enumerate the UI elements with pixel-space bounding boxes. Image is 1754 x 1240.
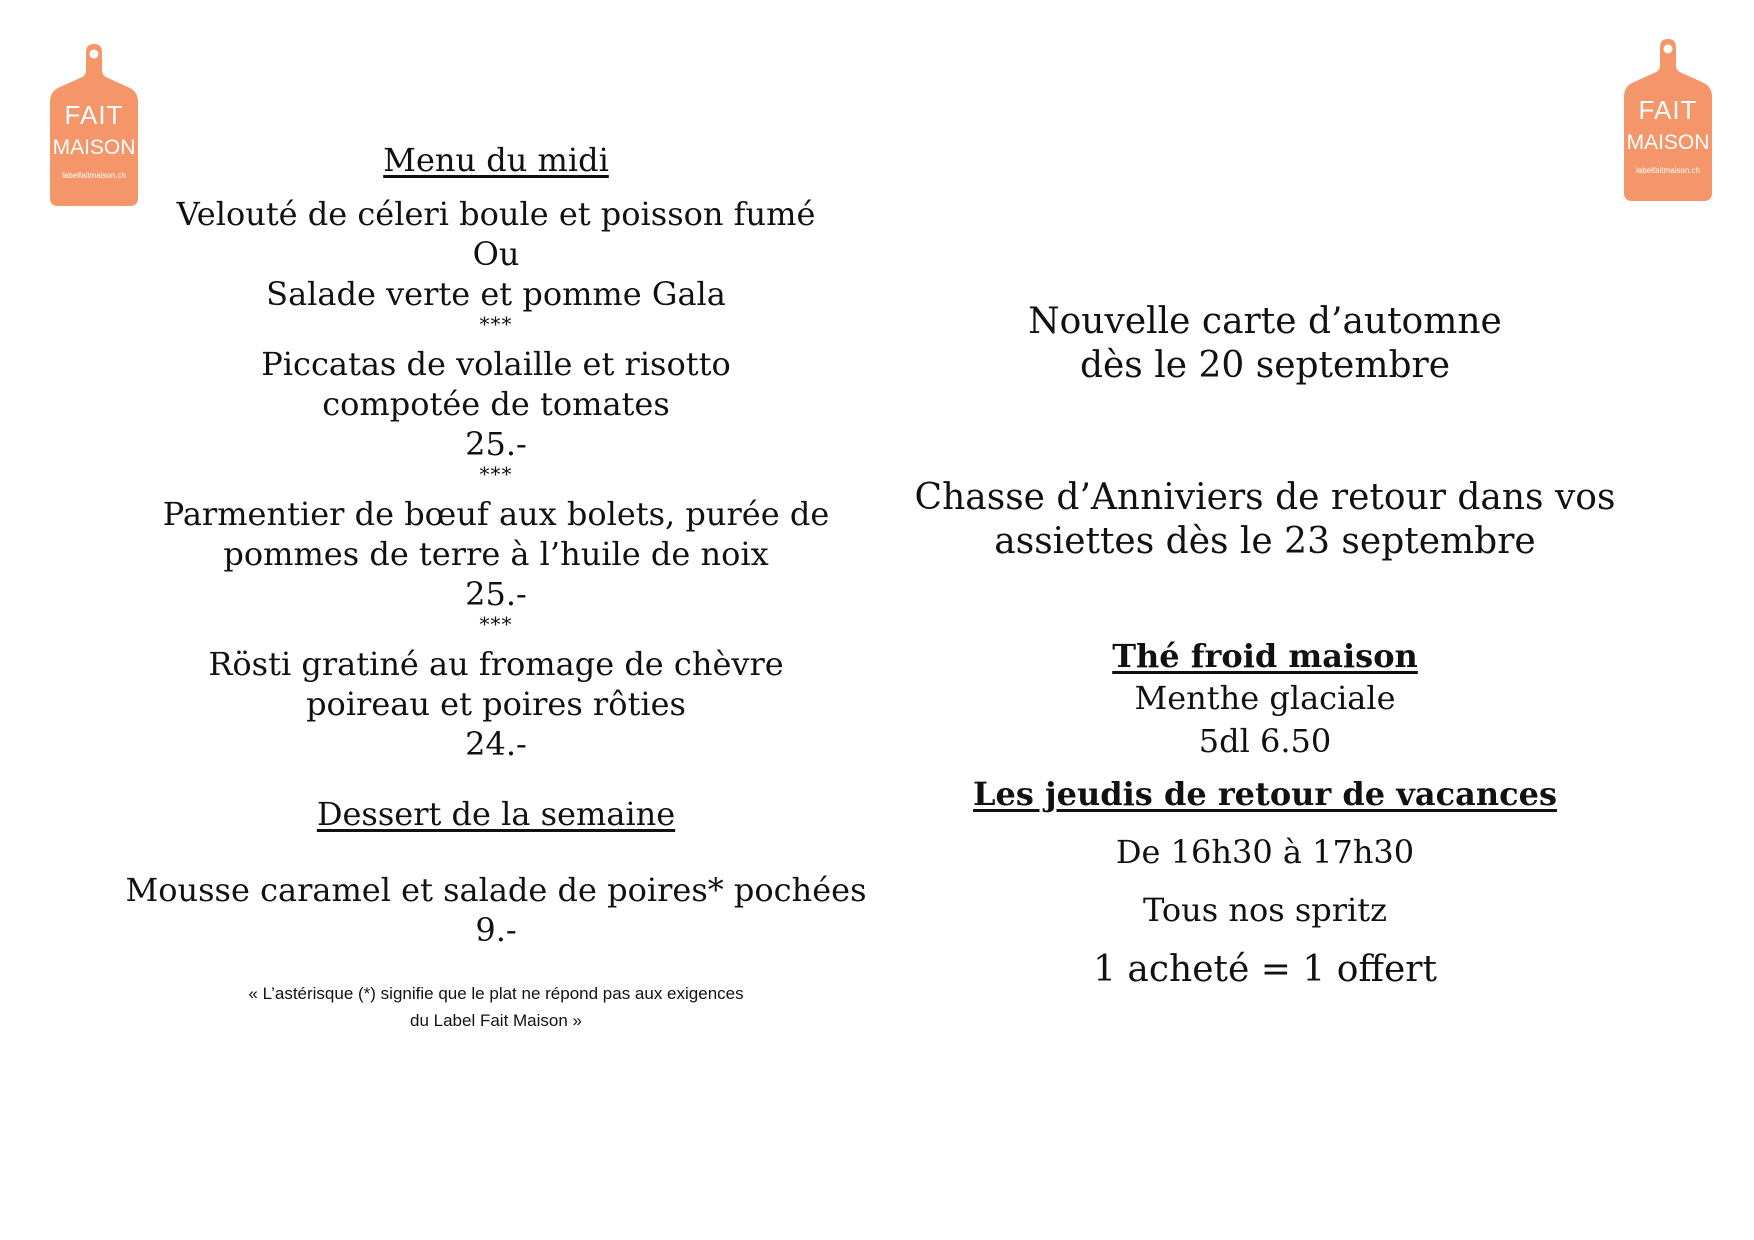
autumn-menu-line-1: Nouvelle carte d’automne bbox=[1028, 301, 1502, 342]
dessert-item: Mousse caramel et salade de poires* pochées bbox=[125, 871, 867, 909]
dessert-title: Dessert de la semaine bbox=[316, 795, 676, 833]
iced-tea-title: Thé froid maison bbox=[1112, 637, 1418, 675]
thursdays-spritz: Tous nos spritz bbox=[1143, 891, 1387, 929]
lunch-menu-column bbox=[120, 140, 872, 1034]
starter-1: Velouté de céleri boule et poisson fumé bbox=[176, 195, 816, 233]
announcements-column bbox=[900, 300, 1630, 992]
thursdays-hours: De 16h30 à 17h30 bbox=[1115, 833, 1415, 871]
iced-tea-price: 5dl 6.50 bbox=[1198, 722, 1332, 760]
dish-2-price: 25.- bbox=[465, 575, 527, 613]
separator: *** bbox=[479, 462, 513, 486]
dish-2-line-2: pommes de terre à l’huile de noix bbox=[223, 535, 769, 573]
starter-2: Salade verte et pomme Gala bbox=[266, 275, 726, 313]
hunt-line-2: assiettes dès le 23 septembre bbox=[994, 521, 1536, 562]
logo-text-fait: FAIT bbox=[1638, 95, 1698, 125]
cutting-board-logo-icon bbox=[1622, 33, 1714, 203]
dish-3-price: 24.- bbox=[465, 725, 527, 763]
footnote-line-2: du Label Fait Maison » bbox=[410, 1011, 582, 1030]
separator: *** bbox=[479, 312, 513, 336]
dish-1-line-2: compotée de tomates bbox=[322, 385, 670, 423]
dessert-price: 9.- bbox=[475, 911, 517, 949]
dish-1-line-1: Piccatas de volaille et risotto bbox=[261, 345, 731, 383]
logo-text-maison: MAISON bbox=[52, 136, 136, 159]
logo-text-url: labelfaitmaison.ch bbox=[61, 171, 127, 180]
logo-text-url: labelfaitmaison.ch bbox=[1635, 166, 1701, 175]
dish-2-line-1: Parmentier de bœuf aux bolets, purée de bbox=[162, 495, 830, 533]
dish-1-price: 25.- bbox=[465, 425, 527, 463]
lunch-menu-title: Menu du midi bbox=[383, 141, 609, 179]
fait-maison-logo bbox=[1622, 33, 1714, 203]
logo-text-fait: FAIT bbox=[64, 100, 124, 130]
footnote-line-1: « L’astérisque (*) signifie que le plat ne répond pas aux exigences bbox=[248, 984, 744, 1003]
dish-3-line-1: Rösti gratiné au fromage de chèvre bbox=[208, 645, 784, 683]
separator: *** bbox=[479, 612, 513, 636]
iced-tea-flavor: Menthe glaciale bbox=[1134, 679, 1396, 717]
hunt-line-1: Chasse d’Anniviers de retour dans vos bbox=[914, 477, 1616, 518]
logo-text-maison: MAISON bbox=[1626, 131, 1710, 154]
thursdays-offer: 1 acheté = 1 offert bbox=[1093, 949, 1437, 990]
thursdays-title: Les jeudis de retour de vacances bbox=[973, 775, 1557, 813]
starter-or: Ou bbox=[472, 235, 520, 273]
dish-3-line-2: poireau et poires rôties bbox=[306, 685, 686, 723]
autumn-menu-line-2: dès le 20 septembre bbox=[1079, 345, 1451, 386]
